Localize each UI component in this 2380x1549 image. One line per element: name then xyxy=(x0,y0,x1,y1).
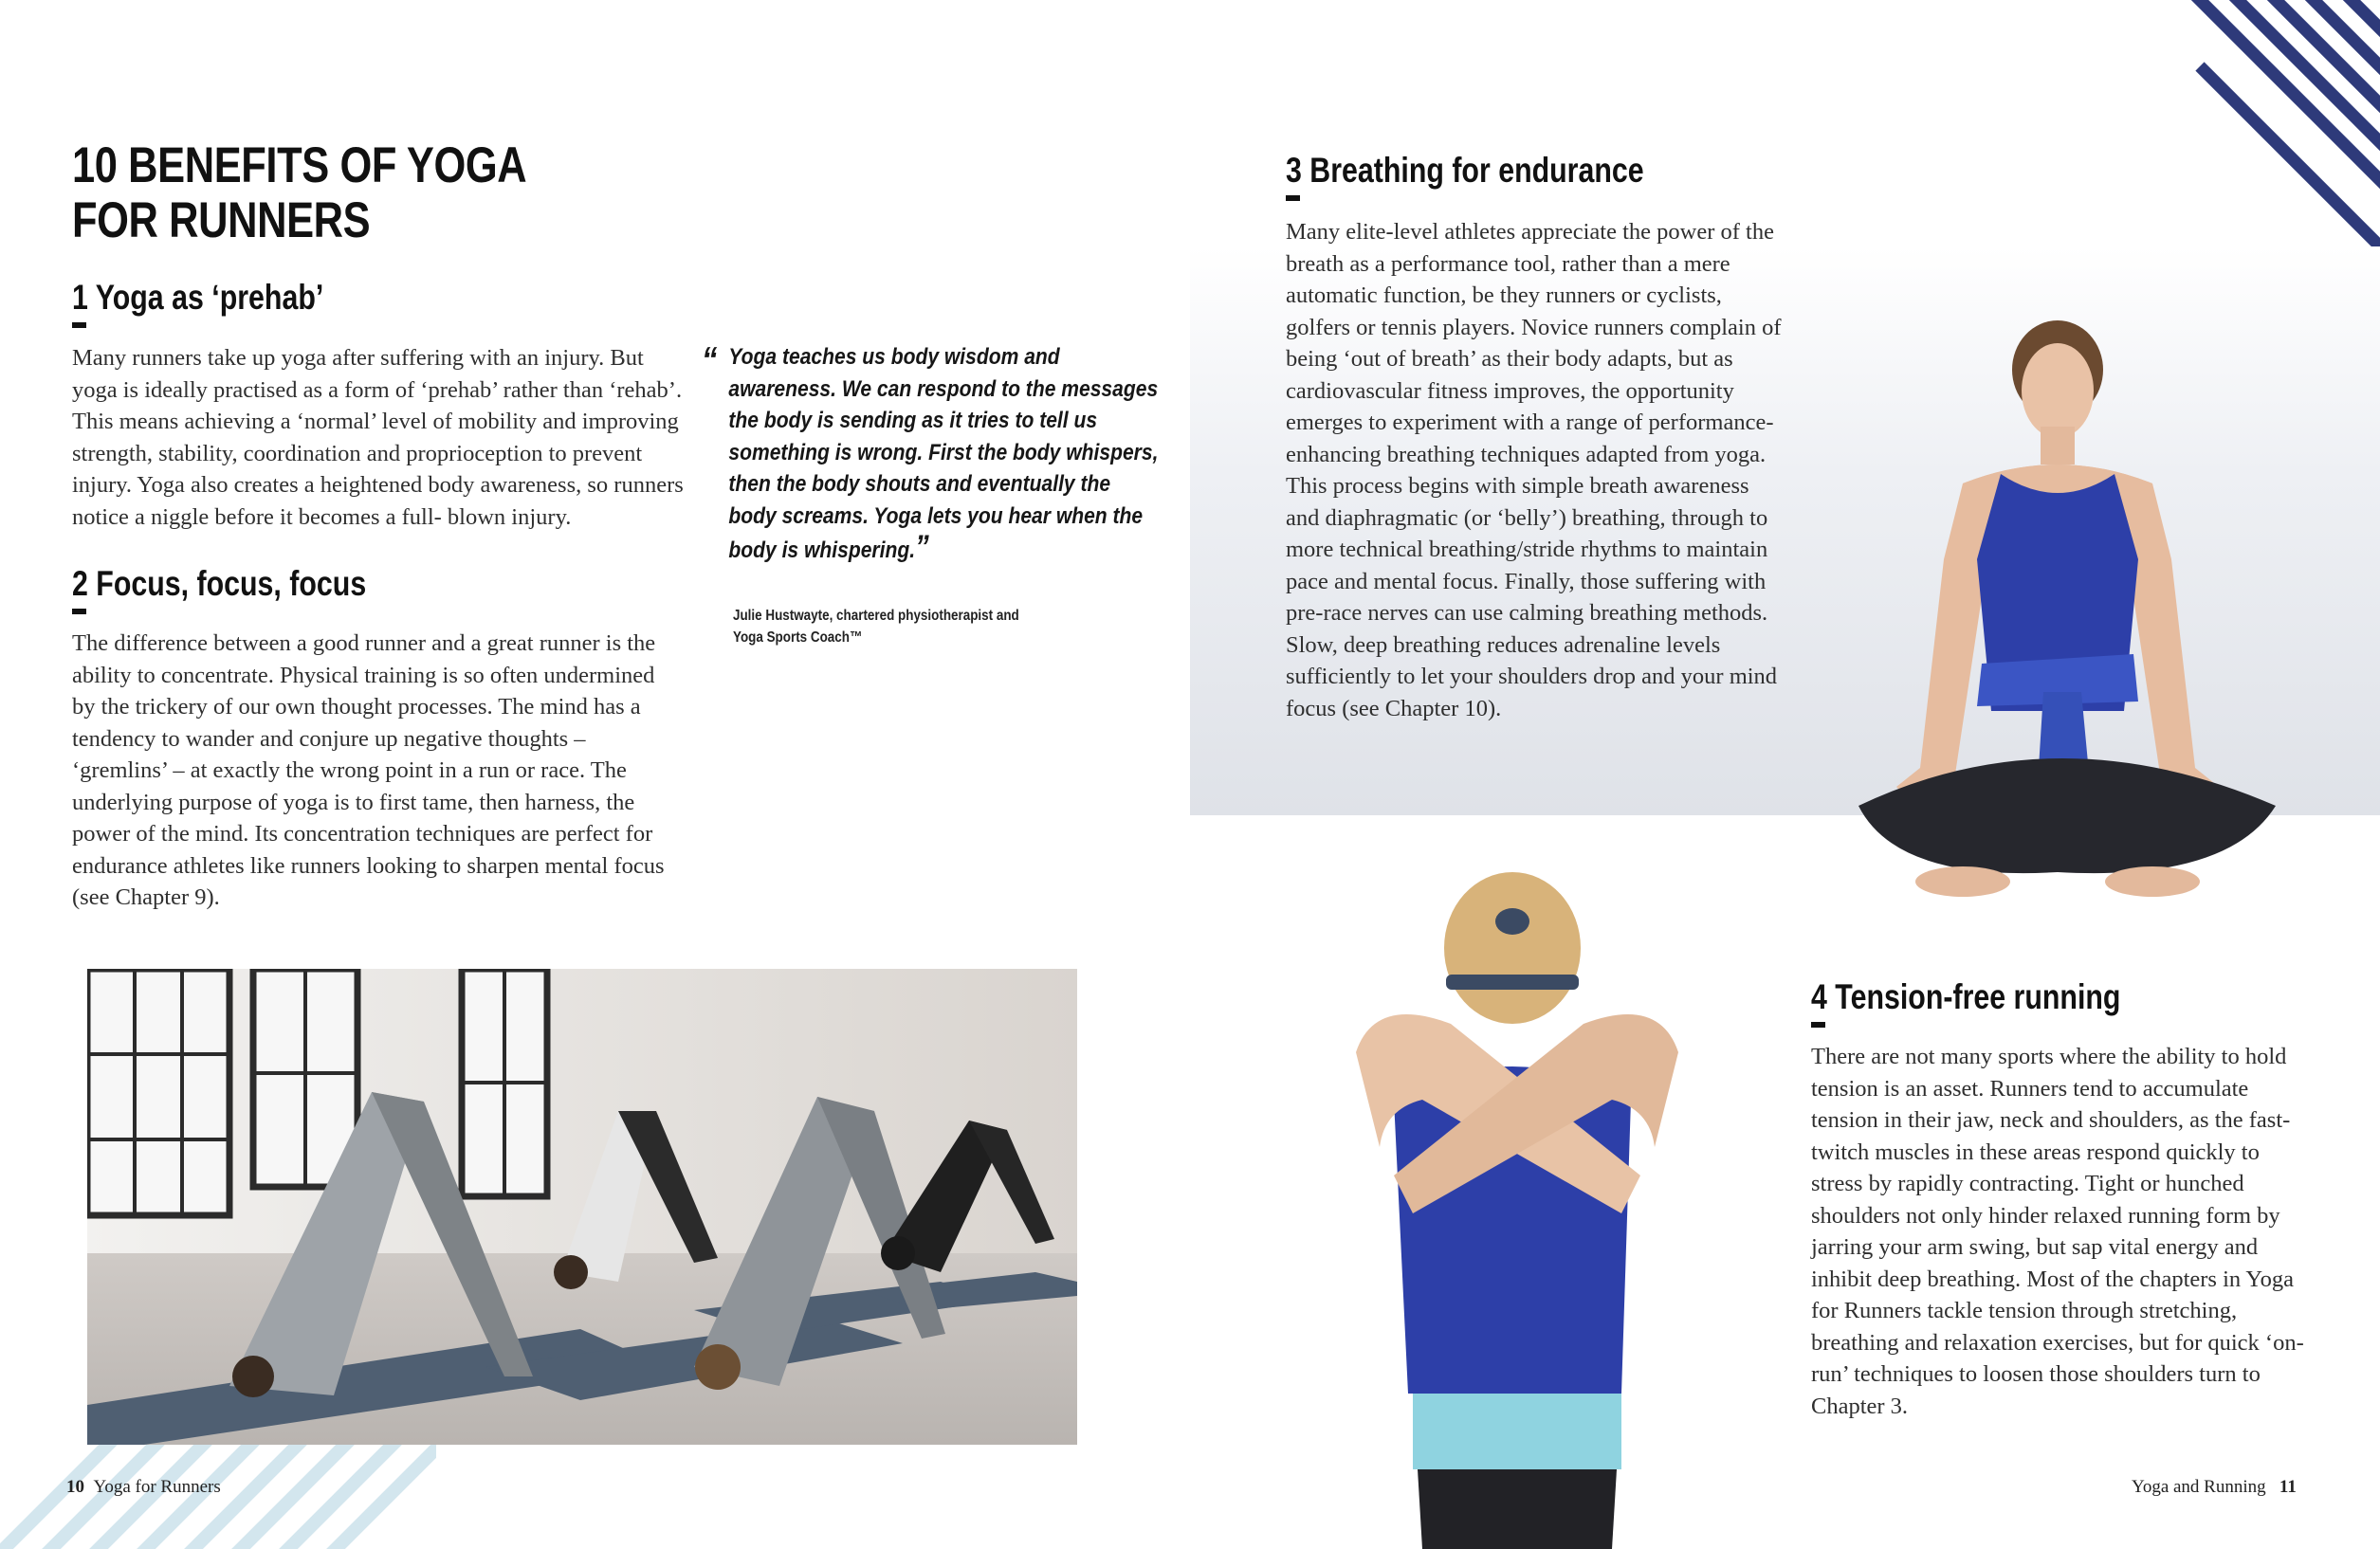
section4-dash xyxy=(1811,1022,1825,1028)
section4-body: There are not many sports where the ability to hold tension is an asset. Runners tend to accumulate tension in their jaw, neck and shoulders, as the fast-twitch muscles in these areas respond quickly to stress by rapidly contracting. Tight or hunched shoulders not only hinder relaxed running form by jarring your arm swing, but sap vital energy and inhibit deep breathing. Most of the chapters in Yoga for Runners tackle tension through stretching, breathing and relaxation exercises, but for quick ‘on-run’ techniques to loosen those shoulders turn to Chapter 3. xyxy=(1811,1044,2304,1419)
footer-section-title: Yoga and Running xyxy=(2132,1477,2266,1497)
section1-dash xyxy=(72,322,86,328)
footer-book-title: Yoga for Runners xyxy=(93,1477,221,1497)
section3-dash xyxy=(1286,195,1300,201)
attribution-line2: Yoga Sports Coach™ xyxy=(733,629,863,646)
section2-dash xyxy=(72,609,86,614)
section1-body: Many runners take up yoga after suffering with an injury. But yoga is ideally practised as a form of ‘prehab’ rather than ‘rehab’. This means achieving a ‘normal’ level of mobility and improving strength, stability, coordination and proprioception to prevent injury. Yoga also creates a heightened body awareness, so runners notice a niggle before it becomes a full- blown injury. xyxy=(72,345,684,530)
section2-body: The difference between a good runner and a great runner is the ability to concentrate. Physical training is so often undermined by the trickery of our own thought processes. The mind has a tendency to wander and conjure up negative thoughts – ‘gremlins’ – at exactly the wrong point in a run or race. The underlying purpose of yoga is to first tame, then harness, the power of the mind. Its concentration techniques are perfect for endurance athletes like runners looking to sharpen mental focus (see Chapter 9). xyxy=(72,630,665,910)
quote-attribution xyxy=(733,605,1068,648)
close-quote-mark: ” xyxy=(915,529,929,565)
page-title xyxy=(72,138,694,248)
attribution-line1: Julie Hustwayte, chartered physiotherapist and xyxy=(733,608,1019,624)
section1-heading: 1 Yoga as ‘prehab’ xyxy=(72,278,324,317)
open-quote-mark: “ xyxy=(702,340,718,380)
page-title-line2: FOR RUNNERS xyxy=(72,192,371,248)
page-number-right: 11 xyxy=(2279,1477,2297,1497)
pull-quote-text: Yoga teaches us body wisdom and awareness. We can respond to the messages the body is sending as it tries to tell us something is wrong. First the body whispers, then the body shouts and eventually the body screams. Yoga lets you hear when the body is whispering. xyxy=(728,344,1159,563)
corner-stripes-top-right xyxy=(2162,0,2380,246)
section3-heading: 3 Breathing for endurance xyxy=(1286,151,1644,190)
footer-right xyxy=(2132,1477,2297,1498)
footer-left xyxy=(66,1477,221,1498)
section2-heading: 2 Focus, focus, focus xyxy=(72,564,367,603)
shoulder-stretch-woman-image xyxy=(1337,863,1697,1549)
yoga-class-photo xyxy=(87,969,1077,1445)
page-title-line1: 10 BENEFITS OF YOGA xyxy=(72,137,527,193)
section3-body: Many elite-level athletes appreciate the power of the breath as a performance tool, rather than a mere automatic function, be they runners or cyclists, golfers or tennis players. Novice runners complain of being ‘out of breath’ as their body adapts, but as cardiovascular fitness improves, the opportunity emerges to experiment with a range of performance-enhancing breathing techniques adapted from yoga. This process begins with simple breath awareness and diaphragmatic (or ‘belly’) breathing, through to more technical breathing/stride rhythms to maintain pace and mental focus. Finally, those suffering with pre-race nerves can use calming breathing methods. Slow, deep breathing reduces adrenaline levels sufficiently to let your shoulders drop and your mind focus (see Chapter 10). xyxy=(1286,219,1782,721)
seated-yoga-woman-image xyxy=(1821,313,2314,920)
page-number-left: 10 xyxy=(66,1477,84,1497)
section4-heading: 4 Tension-free running xyxy=(1811,977,2121,1016)
pull-quote xyxy=(702,341,1159,567)
